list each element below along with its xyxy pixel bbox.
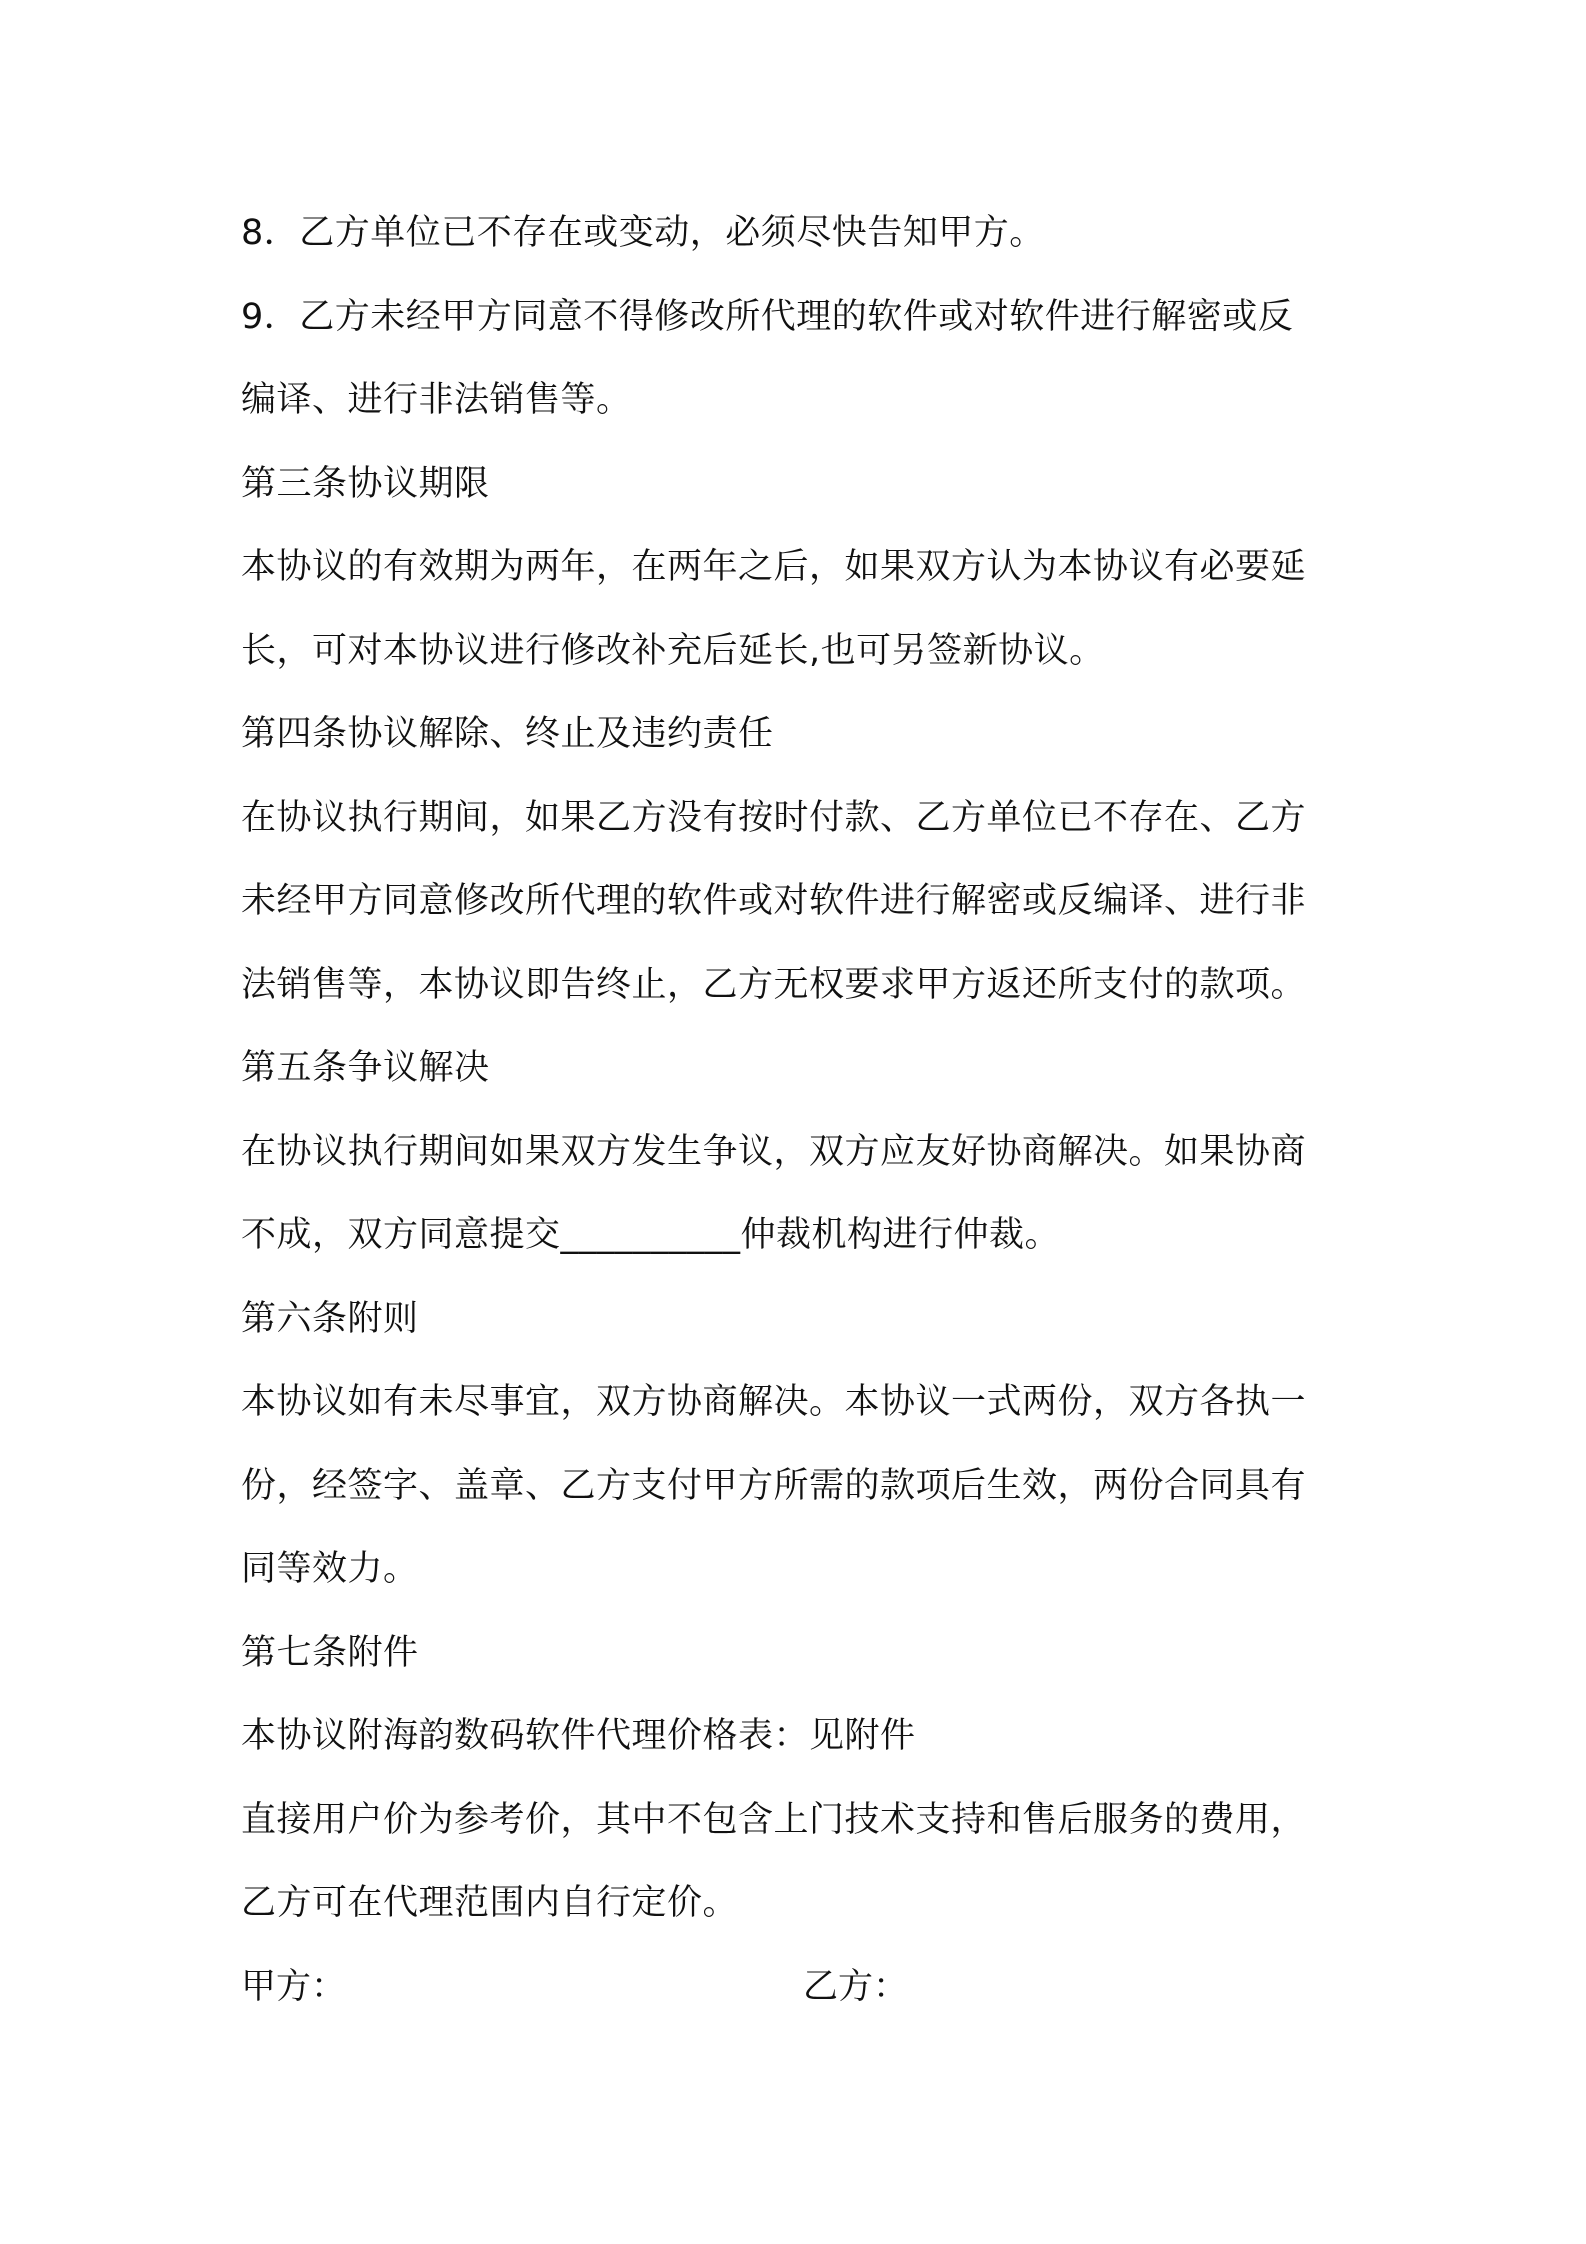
party-b-signature-label: 乙方： xyxy=(803,1966,909,2007)
article-7-body-line-2: 直接用户价为参考价，其中不包含上门技术支持和售后服务的费用， xyxy=(241,1799,1307,1840)
article-6-body-line-2: 份，经签字、盖章、乙方支付甲方所需的款项后生效，两份合同具有 xyxy=(241,1465,1307,1506)
article-5-heading: 第五条争议解决 xyxy=(241,1048,490,1088)
article-6-heading: 第六条附则 xyxy=(241,1298,419,1339)
article-7-body-line-1: 本协议附海韵数码软件代理价格表：见附件 xyxy=(241,1716,916,1756)
article-3-body-line-1: 本协议的有效期为两年，在两年之后，如果双方认为本协议有必要延 xyxy=(241,547,1307,587)
article-6-body-line-3: 同等效力。 xyxy=(241,1549,419,1589)
clause-9-line-2: 编译、进行非法销售等。 xyxy=(241,380,632,420)
article-6-body-line-1: 本协议如有未尽事宜，双方协商解决。本协议一式两份，双方各执一 xyxy=(241,1382,1307,1422)
signature-row xyxy=(241,1946,1356,2030)
article-5-body-line-2: 不成，双方同意提交__________仲裁机构进行仲裁。 xyxy=(241,1215,1061,1255)
document-body xyxy=(241,192,1356,2029)
article-7-body-line-3: 乙方可在代理范围内自行定价。 xyxy=(241,1883,739,1923)
clause-8: 8．乙方单位已不存在或变动，必须尽快告知甲方。 xyxy=(241,213,1045,253)
article-4-heading: 第四条协议解除、终止及违约责任 xyxy=(241,714,774,754)
article-5-body-line-1: 在协议执行期间如果双方发生争议，双方应友好协商解决。如果协商 xyxy=(241,1131,1307,1172)
party-a-signature-label: 甲方： xyxy=(241,1966,347,2007)
article-3-heading: 第三条协议期限 xyxy=(241,463,490,504)
clause-9-line-1: 9．乙方未经甲方同意不得修改所代理的软件或对软件进行解密或反 xyxy=(241,296,1294,337)
article-3-body-line-2: 长，可对本协议进行修改补充后延长,也可另签新协议。 xyxy=(241,630,1105,671)
article-4-body-line-1: 在协议执行期间，如果乙方没有按时付款、乙方单位已不存在、乙方 xyxy=(241,797,1307,838)
article-7-heading: 第七条附件 xyxy=(241,1632,419,1673)
article-4-body-line-3: 法销售等，本协议即告终止，乙方无权要求甲方返还所支付的款项。 xyxy=(241,964,1307,1005)
article-4-body-line-2: 未经甲方同意修改所代理的软件或对软件进行解密或反编译、进行非 xyxy=(241,881,1307,921)
